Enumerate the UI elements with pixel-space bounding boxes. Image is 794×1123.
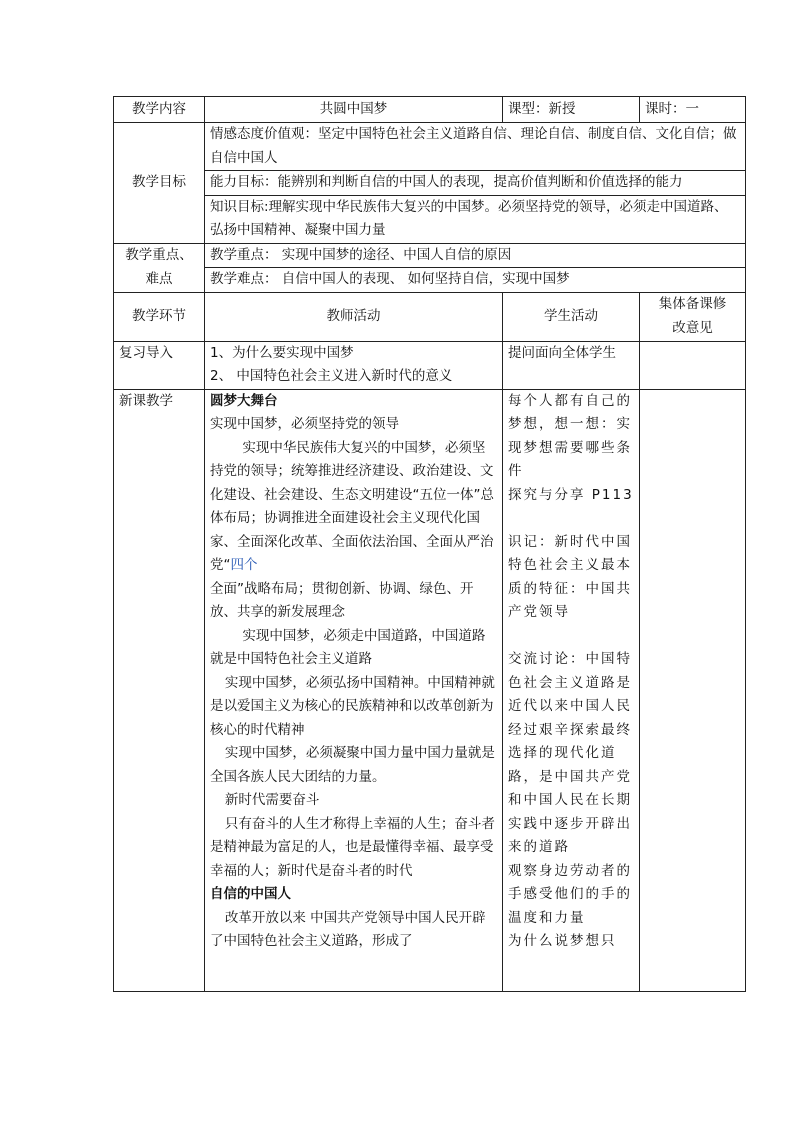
student-s6: 为什么说梦想只 bbox=[508, 933, 617, 949]
student-s3: 识记：新时代中国特色社会主义最本质的特征：中国共产党领导 bbox=[508, 533, 632, 620]
col-stage: 教学环节 bbox=[114, 292, 205, 341]
student-s5: 观察身边劳动者的手感受他们的手的温度和力量 bbox=[508, 862, 632, 926]
review-teacher bbox=[205, 341, 503, 389]
teacher-p2 bbox=[210, 437, 497, 625]
teacher-p7: 只有奋斗的人生才称得上幸福的人生；奋斗者是精神最为富足的人，也是最懂得幸福、最享受幸福的人；新时代是奋斗者的时代 bbox=[210, 815, 495, 879]
teacher-p5: 实现中国梦，必须凝聚中国力量中国力量就是全国各族人民大团结的力量。 bbox=[210, 745, 495, 785]
heading-confident-chinese: 自信的中国人 bbox=[210, 886, 291, 902]
difficulty-text: 教学难点： 自信中国人的表现、 如何坚持自信，实现中国梦 bbox=[205, 268, 746, 293]
new-lesson-stage: 新课教学 bbox=[114, 389, 205, 991]
key-points-label bbox=[114, 243, 205, 292]
teacher-p8: 改革开放以来 中国共产党领导中国人民开辟了中国特色社会主义道路，形成了 bbox=[210, 909, 486, 949]
student-s1: 每个人都有自己的梦想，想一想：实现梦想需要哪些条件 bbox=[508, 392, 632, 479]
new-lesson-student bbox=[503, 389, 640, 991]
objective-ability: 能力目标：能辨别和判断自信的中国人的表现，提高价值判断和价值选择的能力 bbox=[205, 171, 746, 196]
difficulty-row bbox=[114, 268, 746, 293]
new-lesson-notes bbox=[640, 389, 746, 991]
objectives-label: 教学目标 bbox=[114, 123, 205, 244]
student-gap-1 bbox=[508, 507, 634, 531]
lesson-period: 课时：一 bbox=[640, 97, 746, 123]
col-notes-line2: 改意见 bbox=[672, 319, 713, 336]
key-points-label-line1: 教学重点、 bbox=[125, 247, 193, 263]
teacher-p2c: 全面 bbox=[210, 580, 237, 597]
lesson-plan-table bbox=[113, 96, 746, 992]
header-row bbox=[114, 97, 746, 123]
key-points-label-line2: 难点 bbox=[145, 270, 173, 287]
teacher-p3: 实现中国梦，必须走中国道路，中国道路就是中国特色社会主义道路 bbox=[210, 627, 486, 667]
col-notes-line1: 集体备课修 bbox=[658, 296, 727, 312]
col-notes bbox=[640, 292, 746, 341]
focus-row bbox=[114, 243, 746, 268]
col-student: 学生活动 bbox=[503, 292, 640, 341]
review-stage: 复习导入 bbox=[114, 341, 205, 389]
objective-ability-row bbox=[114, 171, 746, 196]
student-s4: 交流讨论：中国特色社会主义道路是近代以来中国人民经过艰辛探索最终选择的现代化道路，是中国共产党和中国人民在长期实践中逐步开辟出来的道路 bbox=[508, 651, 632, 855]
teacher-p2b: 四个 bbox=[230, 557, 258, 573]
review-student: 提问面向全体学生 bbox=[503, 341, 640, 389]
lesson-title: 共圆中国梦 bbox=[205, 97, 503, 123]
review-teacher-2: 2、 中国特色社会主义进入新时代的意义 bbox=[210, 368, 453, 384]
review-notes bbox=[640, 341, 746, 389]
teacher-p6: 新时代需要奋斗 bbox=[224, 792, 320, 808]
column-header-row bbox=[114, 292, 746, 341]
heading-dream-stage: 圆梦大舞台 bbox=[210, 392, 278, 409]
teacher-p4: 实现中国梦，必须弘扬中国精神。中国精神就是以爱国主义为核心的民族精神和以改革创新为核心的时代精神 bbox=[210, 674, 495, 738]
focus-text: 教学重点： 实现中国梦的途径、中国人自信的原因 bbox=[205, 243, 746, 268]
new-lesson-row bbox=[114, 389, 746, 991]
col-teacher: 教师活动 bbox=[205, 292, 503, 341]
objective-knowledge: 知识目标:理解实现中华民族伟大复兴的中国梦。必须坚持党的领导，必须走中国道路、弘扬中国精神、凝聚中国力量 bbox=[205, 195, 746, 243]
student-gap-2 bbox=[508, 625, 634, 649]
teacher-p2a: 实现中华民族伟大复兴的中国梦，必须坚持党的领导；统筹推进经济建设、政治建设、文化建设、社会建设、生态文明建设“五位一体”总体布局；协调推进全面建设社会主义现代化国家、全面深化改革、全面依法治国、全面从严治党“ bbox=[210, 439, 494, 573]
new-lesson-teacher bbox=[205, 389, 503, 991]
student-s2: 探究与分享 P113 bbox=[508, 486, 634, 503]
content-label: 教学内容 bbox=[114, 97, 205, 123]
review-row bbox=[114, 341, 746, 389]
teacher-p1: 实现中国梦，必须坚持党的领导 bbox=[210, 416, 399, 432]
lesson-type: 课型：新授 bbox=[503, 97, 640, 123]
review-teacher-1: 1、为什么要实现中国梦 bbox=[210, 344, 354, 361]
objective-knowledge-row bbox=[114, 195, 746, 243]
teacher-p2d: ”战略布局；贯彻创新、协调、绿色、开放、共享的新发展理念 bbox=[210, 580, 474, 620]
objective-emotion-row bbox=[114, 123, 746, 171]
objective-emotion: 情感态度价值观：坚定中国特色社会主义道路自信、理论自信、制度自信、文化自信；做自信中国人 bbox=[205, 123, 746, 171]
